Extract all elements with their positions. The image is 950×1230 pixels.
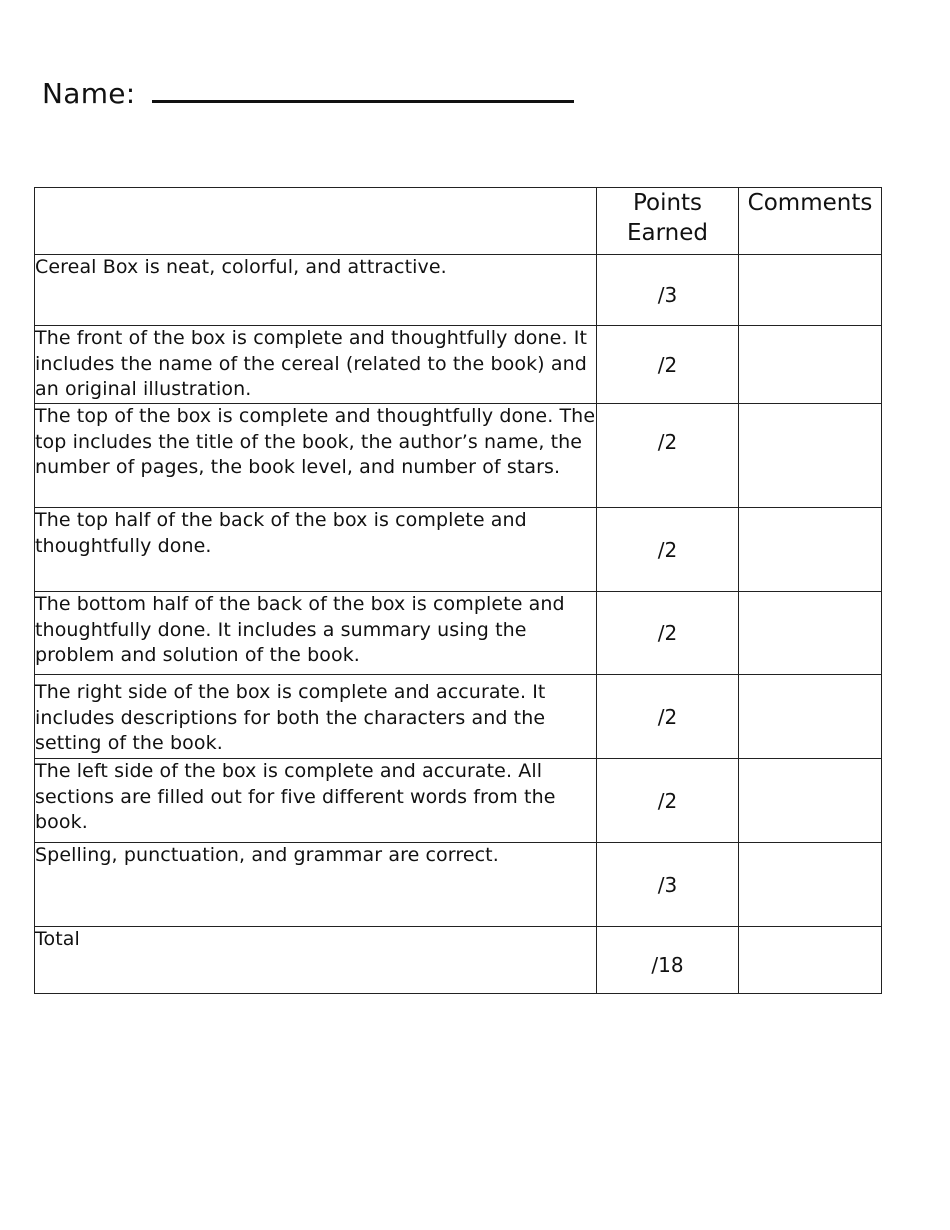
- points-cell: /2: [597, 508, 739, 592]
- points-earned-column-header: Points Earned: [597, 188, 739, 255]
- criterion-cell: The bottom half of the back of the box is complete and thoughtfully done. It includes a summary using the problem and solution of the book.: [35, 592, 597, 675]
- table-row: [35, 326, 882, 404]
- points-cell: /2: [597, 326, 739, 404]
- comments-cell[interactable]: [739, 326, 882, 404]
- table-row: [35, 843, 882, 927]
- points-cell: /2: [597, 759, 739, 843]
- points-cell: /2: [597, 675, 739, 759]
- comments-column-header: Comments: [739, 188, 882, 255]
- criterion-cell: Cereal Box is neat, colorful, and attractive.: [35, 255, 597, 326]
- table-row: [35, 508, 882, 592]
- points-cell: /3: [597, 843, 739, 927]
- points-cell: /2: [597, 404, 739, 508]
- table-row-total: [35, 927, 882, 994]
- rubric-table: [34, 187, 882, 994]
- comments-cell[interactable]: [739, 675, 882, 759]
- comments-cell[interactable]: [739, 508, 882, 592]
- table-row: [35, 592, 882, 675]
- criterion-cell: Spelling, punctuation, and grammar are correct.: [35, 843, 597, 927]
- criterion-cell: The top of the box is complete and thoughtfully done. The top includes the title of the book, the author’s name, the number of pages, the book level, and number of stars.: [35, 404, 597, 508]
- criterion-cell: The right side of the box is complete and accurate. It includes descriptions for both the characters and the setting of the book.: [35, 675, 597, 759]
- criterion-cell: The top half of the back of the box is complete and thoughtfully done.: [35, 508, 597, 592]
- comments-cell[interactable]: [739, 255, 882, 326]
- criterion-cell: The front of the box is complete and thoughtfully done. It includes the name of the cereal (related to the book) and an original illustration.: [35, 326, 597, 404]
- criterion-cell: The left side of the box is complete and accurate. All sections are filled out for five different words from the book.: [35, 759, 597, 843]
- comments-cell[interactable]: [739, 404, 882, 508]
- points-cell: /2: [597, 592, 739, 675]
- comments-cell[interactable]: [739, 843, 882, 927]
- table-row: [35, 759, 882, 843]
- total-label-cell: Total: [35, 927, 597, 994]
- table-row: [35, 404, 882, 508]
- total-points-cell: /18: [597, 927, 739, 994]
- name-label: Name:: [42, 77, 136, 110]
- table-row: [35, 255, 882, 326]
- comments-cell[interactable]: [739, 592, 882, 675]
- criteria-column-header: [35, 188, 597, 255]
- comments-cell[interactable]: [739, 759, 882, 843]
- table-header-row: [35, 188, 882, 255]
- table-row: [35, 675, 882, 759]
- name-field-row: [42, 74, 574, 110]
- comments-cell[interactable]: [739, 927, 882, 994]
- name-blank-line[interactable]: [152, 74, 574, 103]
- points-cell: /3: [597, 255, 739, 326]
